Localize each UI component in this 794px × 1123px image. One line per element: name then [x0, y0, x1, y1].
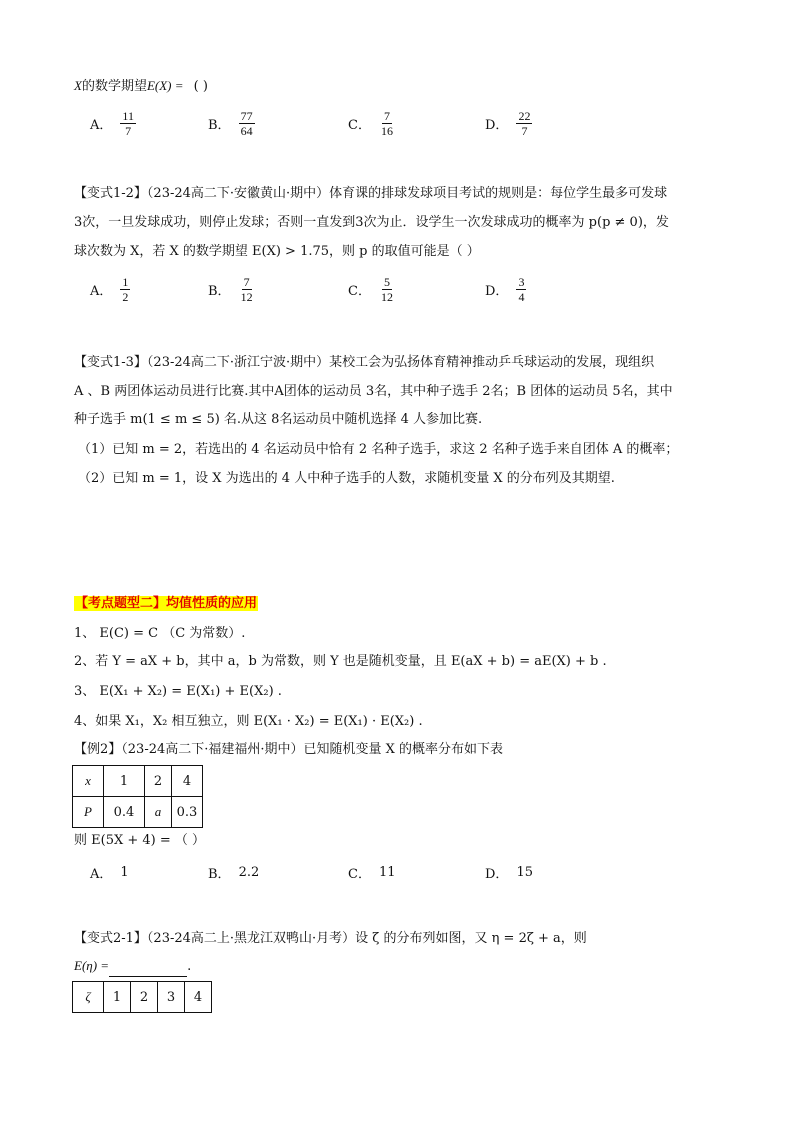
answer-blank[interactable] [109, 962, 187, 977]
table-row: P 0.4 a 0.3 [73, 797, 203, 828]
prop-1: 1、 E(C) = C （C 为常数）. [74, 626, 246, 641]
ex2-option-d[interactable]: D． 15 [485, 864, 533, 882]
v12-line-1: 【变式1-2】（23-24高二下·安徽黄山·期中）体育课的排球发球项目考试的规则是：每位学生最多可发球 [74, 186, 668, 201]
v13-part-1: （1）已知 m = 2，若选出的 4 名运动员中恰有 2 名种子选手，求这 2 名种子选手来自团体 A 的概率； [78, 442, 679, 457]
v12-options [90, 267, 650, 311]
v13-line-3: 种子选手 m(1 ≤ m ≤ 5) 名.从这 8名运动员中随机选择 4 人参加比赛. [74, 412, 483, 427]
v21-ask: E(η) = . [74, 956, 191, 977]
ex2-ask: 则 E(5X + 4) = （ ） [74, 833, 206, 848]
v13-line-2: A 、B 两团体运动员进行比赛.其中A团体的运动员 3名，其中种子选手 2名；B 团体的运动员 5名，其中 [74, 384, 673, 399]
q1-option-a[interactable]: A． $\frac{11}{7}$ [90, 108, 134, 138]
prop-2: 2、若 Y = aX + b，其中 a，b 为常数，则 Y 也是随机变量，且 E(aX + b) = aE(X) + b . [74, 654, 607, 669]
v21-stem: 【变式2-1】（23-24高二上·黑龙江双鸭山·月考）设 ζ 的分布列如图，又 η = 2ζ + a，则 [74, 931, 587, 946]
v13-line-1: 【变式1-3】（23-24高二下·浙江宁波·期中）某校工会为弘扬体育精神推动乒乓球运动的发展，现组织 [74, 355, 655, 370]
v12-option-c[interactable]: C． $\frac{5}{12}$ [348, 274, 393, 304]
ex2-options [90, 850, 650, 894]
v12-option-d[interactable]: D． $\frac{3}{4}$ [485, 274, 525, 304]
table-row: ζ 1 2 3 4 [73, 982, 212, 1013]
section-title: 【考点题型二】均值性质的应用 [75, 596, 258, 611]
ex2-option-c[interactable]: C． 11 [348, 864, 396, 882]
q1-option-d[interactable]: D． $\frac{22}{7}$ [485, 108, 531, 138]
ex2-stem: 【例2】（23-24高二下·福建福州·期中）已知随机变量 X 的概率分布如下表 [74, 742, 504, 757]
q1-option-b[interactable]: B． $\frac{77}{64}$ [208, 108, 253, 138]
prop-4: 4、如果 X₁，X₂ 相互独立，则 E(X₁ · X₂) = E(X₁) · E(X₂) . [74, 714, 423, 729]
v13-part-2: （2）已知 m = 1，设 X 为选出的 4 人中种子选手的人数，求随机变量 X 的分布列及其期望. [78, 471, 615, 486]
ex2-option-a[interactable]: A． 1 [90, 864, 129, 882]
v12-line-3: 球次数为 X，若 X 的数学期望 E(X) > 1.75，则 p 的取值可能是（ ） [74, 244, 480, 259]
q1-stem: X的数学期望E(X) = ( ) [74, 78, 208, 94]
v12-line-2: 3次，一旦发球成功，则停止发球；否则一直发到3次为止．设学生一次发球成功的概率为 p(p ≠ 0)，发 [74, 215, 669, 230]
ex2-distribution-table [72, 765, 203, 828]
q1-options [90, 101, 650, 145]
v21-distribution-table [72, 981, 212, 1013]
ex2-option-b[interactable]: B． 2.2 [208, 864, 260, 882]
prop-3: 3、 E(X₁ + X₂) = E(X₁) + E(X₂) . [74, 684, 282, 699]
q1-option-c[interactable]: C． $\frac{7}{16}$ [348, 108, 393, 138]
v12-option-a[interactable]: A． $\frac{1}{2}$ [90, 274, 129, 304]
table-row: x 1 2 4 [73, 766, 203, 797]
v12-option-b[interactable]: B． $\frac{7}{12}$ [208, 274, 253, 304]
